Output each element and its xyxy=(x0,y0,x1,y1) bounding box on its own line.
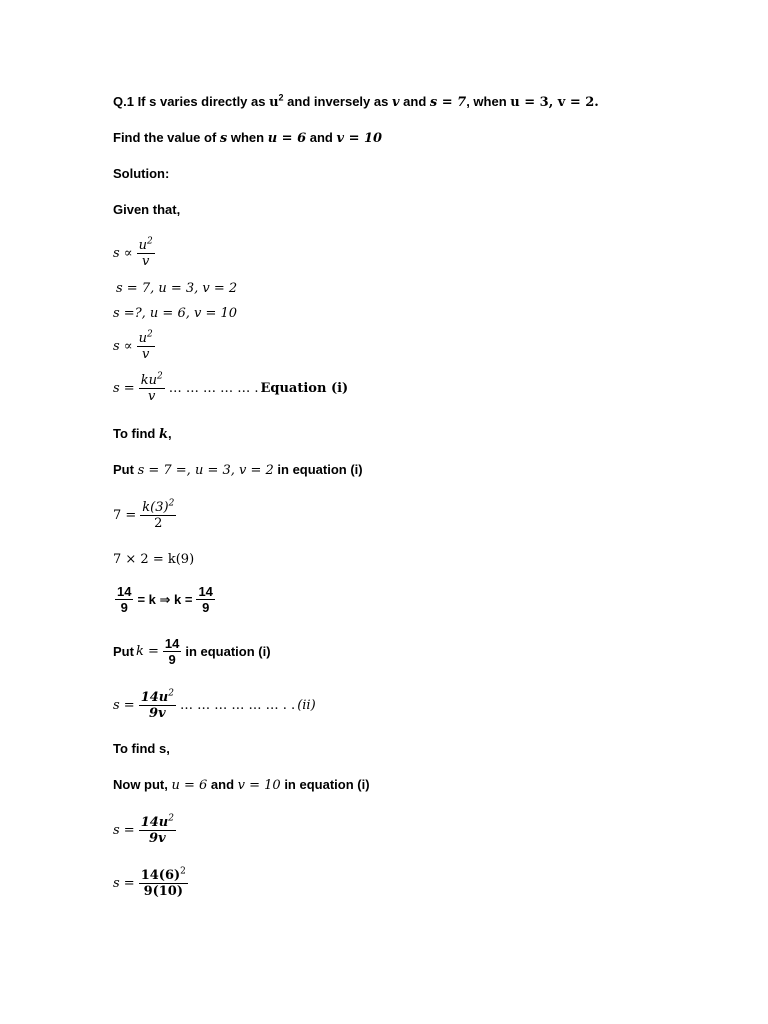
eq-s1-num: 14u xyxy=(140,815,169,830)
eq-k-mid: = k ⇒ k = xyxy=(137,591,193,607)
given-values-2: s =?, u = 6, v = 10 xyxy=(113,306,238,321)
now-put-u: u = 6 xyxy=(171,778,208,793)
question-line xyxy=(113,94,599,111)
put2-fraction xyxy=(163,636,181,667)
eq-i-num: ku xyxy=(140,373,157,388)
now-put-line xyxy=(113,777,370,794)
eq-k-fraction-2 xyxy=(196,584,214,615)
equation-k xyxy=(113,584,217,615)
now-put-v: v = 10 xyxy=(237,778,281,793)
find-u: u = 6 xyxy=(267,131,307,146)
eq-i-lhs: s = xyxy=(113,380,135,396)
equation-proportional-2 xyxy=(113,331,157,362)
eq-prop2-lhs: s ∝ xyxy=(113,338,133,354)
to-find-k xyxy=(113,426,172,443)
eq-k-num2: 14 xyxy=(198,584,213,599)
eq-k-den1: 9 xyxy=(120,600,128,615)
now-put-rest: in equation (i) xyxy=(280,777,370,792)
eq-i-dots: … … … … … . xyxy=(168,380,259,396)
eq-prop2-num: u xyxy=(138,331,147,346)
put2-num: 14 xyxy=(164,636,180,651)
equation-i xyxy=(113,373,348,404)
put1-rest: in equation (i) xyxy=(273,462,363,477)
eq-ii-den: 9v xyxy=(149,706,166,721)
put-values-line xyxy=(113,462,363,479)
eq-s2-fraction xyxy=(139,868,188,899)
eq-s2-lhs: s = xyxy=(113,875,135,891)
find-text: Find the value of xyxy=(113,130,220,145)
find-v: v = 10 xyxy=(336,131,383,146)
find-and: and xyxy=(306,130,337,145)
question-v: v xyxy=(391,95,400,110)
put2-den: 9 xyxy=(168,652,176,667)
to-find-k-text: To find xyxy=(113,426,159,441)
eq-s1-den: 9v xyxy=(149,831,166,846)
eq-i-den: v xyxy=(148,389,156,404)
eq-7-lhs: 7 = xyxy=(113,507,137,523)
eq-s1-sup: 2 xyxy=(168,813,174,824)
put2-rest: in equation (i) xyxy=(185,643,271,659)
eq-prop1-lhs: s ∝ xyxy=(113,245,133,261)
now-put-text: Now put, xyxy=(113,777,172,792)
eq-prop2-sup: 2 xyxy=(146,329,153,340)
now-put-and: and xyxy=(207,777,238,792)
eq-k-num1: 14 xyxy=(117,584,132,599)
eq-ii-lhs: s = xyxy=(113,697,135,713)
to-find-k-var: k xyxy=(158,427,168,442)
put1-put: Put xyxy=(113,462,138,477)
eq-k-fraction-1 xyxy=(115,584,133,615)
eq-ii-dots: … … … … … … . . xyxy=(179,697,296,713)
question-u: u xyxy=(269,95,279,110)
eq-ii-label: (ii) xyxy=(297,697,316,713)
eq-prop1-num: u xyxy=(138,238,147,253)
eq-ii-sup: 2 xyxy=(168,688,174,699)
eq-s2-num: 14(6) xyxy=(140,868,181,883)
eq-7-sup: 2 xyxy=(168,498,175,509)
eq-i-label: Equation (i) xyxy=(260,380,349,396)
eq-i-fraction xyxy=(139,373,165,404)
eq-7-num: k(3) xyxy=(142,500,169,515)
question-condition: s = 7 xyxy=(429,95,467,110)
eq-i-sup: 2 xyxy=(156,371,163,382)
equation-7 xyxy=(113,500,178,531)
question-prefix: Q.1 If s varies directly as xyxy=(113,94,270,109)
given-label: Given that, xyxy=(113,202,181,217)
eq-ii-fraction xyxy=(139,690,176,721)
equation-7x2: 7 × 2 = k(9) xyxy=(113,552,195,567)
equation-proportional-1 xyxy=(113,238,157,269)
eq-k-den2: 9 xyxy=(202,600,210,615)
find-when: when xyxy=(227,130,268,145)
put-k-line xyxy=(113,636,271,667)
equation-ii xyxy=(113,690,316,721)
eq-prop2-den: v xyxy=(141,347,150,362)
eq-7-fraction xyxy=(140,500,176,531)
equation-s-2 xyxy=(113,868,190,899)
eq-prop1-den: v xyxy=(141,254,150,269)
eq-7-den: 2 xyxy=(154,516,163,531)
eq-s2-sup: 2 xyxy=(180,866,186,877)
to-find-s: To find s, xyxy=(113,741,170,756)
find-line xyxy=(113,130,382,147)
put2-kvar: k = xyxy=(135,643,159,659)
question-u-sup: 2 xyxy=(278,92,284,103)
eq-s1-fraction xyxy=(139,815,176,846)
question-when: , when xyxy=(466,94,511,109)
eq-prop1-fraction xyxy=(137,238,155,269)
eq-s2-den: 9(10) xyxy=(143,884,184,899)
question-and: and xyxy=(399,94,430,109)
eq-ii-num: 14u xyxy=(140,690,169,705)
put1-expr: s = 7 =, u = 3, v = 2 xyxy=(137,463,274,478)
eq-prop1-sup: 2 xyxy=(146,236,153,247)
solution-label: Solution: xyxy=(113,166,170,181)
question-values: u = 3, v = 2. xyxy=(510,95,599,110)
eq-prop2-fraction xyxy=(137,331,155,362)
find-s: s xyxy=(219,131,228,146)
given-values-1: s = 7, u = 3, v = 2 xyxy=(116,281,238,296)
to-find-k-comma: , xyxy=(167,426,172,441)
equation-s-1 xyxy=(113,815,178,846)
eq-s1-lhs: s = xyxy=(113,822,135,838)
question-mid: and inversely as xyxy=(283,94,392,109)
put2-put: Put xyxy=(113,643,134,659)
